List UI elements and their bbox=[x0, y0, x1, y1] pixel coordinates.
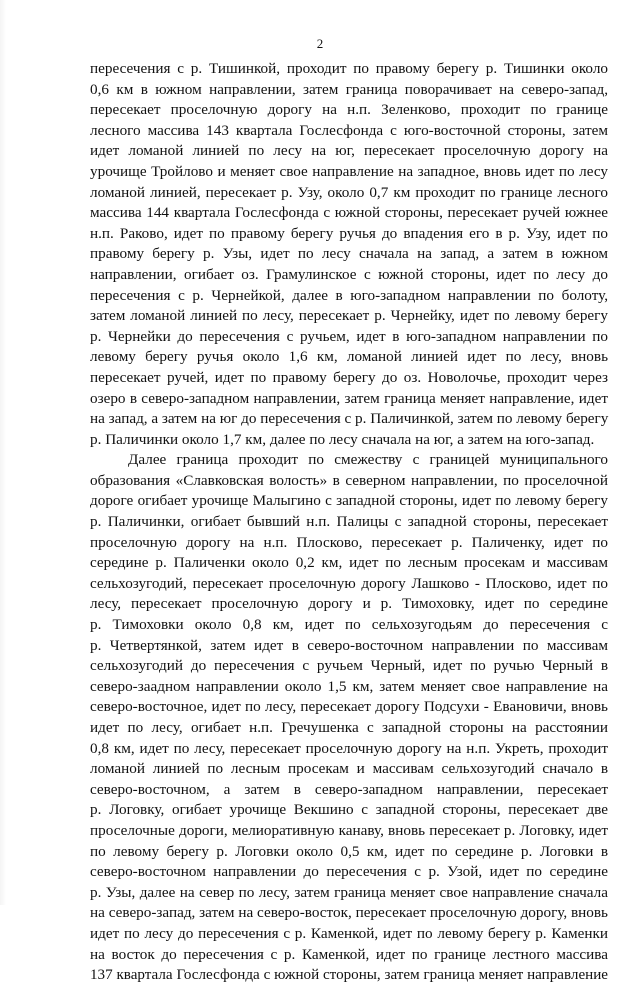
text-line: р. Паличинки, огибает бывший н.п. Палицы с западной стороны, пересекает bbox=[90, 513, 608, 531]
text-line: образования «Славковская волость» в северном направлении, по проселочной bbox=[90, 471, 608, 489]
text-line: идет по лесу, огибает н.п. Гречушенка с западной стороны на расстоянии bbox=[90, 719, 608, 736]
text-line: р. Логовку, огибает урочище Векшино с западной стороны, пересекает две bbox=[90, 801, 608, 819]
text-line: на северо-запад, затем на северо-восток, пересекает проселочную дорогу, вновь bbox=[90, 904, 608, 922]
text-line: северо-восточном, а затем в северо-западном направлении, пересекает bbox=[90, 780, 608, 798]
text-line: лесного массива 143 квартала Гослесфонда с юго-восточной стороны, затем bbox=[90, 121, 608, 139]
text-line: р. Четвертянкой, затем идет в северо-восточном направлении по массивам bbox=[90, 636, 608, 654]
text-line: массива 144 квартала Гослесфонда с южной стороны, пересекает ручей южнее bbox=[90, 204, 608, 222]
text-line: озеро в северо-западном направлении, затем граница меняет направление, идет bbox=[90, 389, 608, 407]
text-line: северо-восточном направлении до пересечения с р. Узой, идет по середине bbox=[90, 863, 608, 881]
text-line: пересекает проселочную дорогу на н.п. Зеленково, проходит по границе bbox=[90, 101, 608, 119]
text-line: ломаной линией, пересекает р. Узу, около 0,7 км проходит по границе лесного bbox=[90, 183, 608, 201]
text-line: направлении, огибает оз. Грамулинское с южной стороны, идет по лесу до bbox=[90, 265, 608, 283]
text-line: р. Тимоховки около 0,8 км, идет по сельхозугодьям до пересечения с bbox=[90, 616, 608, 634]
text-line: 0,8 км, идет по лесу, пересекает проселочную дорогу на н.п. Укреть, проходит bbox=[90, 739, 608, 757]
text-line: проселочные дороги, мелиоративную канаву, вновь пересекает р. Логовку, идет bbox=[90, 821, 608, 839]
scan-edge bbox=[0, 0, 6, 905]
text-line: р. Паличинки около 1,7 км, далее по лесу сначала на юг, а затем на юго-запад. bbox=[90, 430, 595, 448]
text-line: р. Чернейки до пересечения с ручьем, идет в юго-западном направлении по bbox=[90, 327, 608, 345]
body-text bbox=[90, 59, 608, 986]
text-line: н.п. Раково, идет по правому берегу ручья до впадения его в р. Узу, идет по bbox=[90, 224, 608, 242]
text-line: идет ломаной линией по лесу на юг, пересекает проселочную дорогу на bbox=[90, 142, 608, 160]
text-line: 137 квартала Гослесфонда с южной стороны, затем граница меняет направление bbox=[90, 967, 608, 984]
text-line: на запад, а затем на юг до пересечения с р. Паличинкой, затем по левому берегу bbox=[90, 410, 609, 428]
text-line: пересекает ручей, идет по правому берегу до оз. Новолочье, проходит через bbox=[90, 368, 608, 386]
text-line: проселочную дорогу на н.п. Плосково, пересекает р. Паличенку, идет по bbox=[90, 533, 608, 551]
text-line: лесу, пересекает проселочную дорогу и р. Тимоховку, идет по середине bbox=[90, 595, 608, 613]
text-line: середине р. Паличенки около 0,2 км, идет по лесным просекам и массивам bbox=[90, 554, 608, 572]
text-line: пересечения с р. Чернейкой, далее в юго-западном направлении по болоту, bbox=[90, 286, 608, 304]
text-line: 0,6 км в южном направлении, затем граница поворачивает на северо-запад, bbox=[90, 80, 608, 98]
text-line: дороге огибает урочище Малыгино с западной стороны, идет по левому берегу bbox=[90, 492, 608, 510]
text-line: р. Узы, далее на север по лесу, затем граница меняет свое направление сначала bbox=[90, 883, 608, 901]
text-line: Далее граница проходит по смежеству с границей муниципального bbox=[128, 451, 608, 469]
text-line: северо-восточное, идет по лесу, пересекает дорогу Подсухи - Евановичи, вновь bbox=[90, 698, 608, 716]
text-line: ломаной линией по лесным просекам и массивам сельхозугодий сначало в bbox=[90, 760, 608, 778]
text-line: идет по лесу до пересечения с р. Каменкой, идет по левому берегу р. Каменки bbox=[90, 924, 608, 942]
text-line: левому берегу ручья около 1,6 км, ломаной линией идет по лесу, вновь bbox=[90, 348, 608, 366]
text-line: урочище Тройлово и меняет свое направление на западное, вновь идет по лесу bbox=[90, 162, 608, 180]
page-number: 2 bbox=[316, 36, 324, 51]
text-line: пересечения с р. Тишинкой, проходит по правому берегу р. Тишинки около bbox=[90, 60, 608, 77]
text-line: сельхозугодий, пересекает проселочную дорогу Лашково - Плосково, идет по bbox=[90, 574, 608, 592]
text-line: сельхозугодий до пересечения с ручьем Черный, идет по ручью Черный в bbox=[90, 657, 608, 675]
text-line: северо-заадном направлении около 1,5 км, затем меняет свое направление на bbox=[90, 677, 608, 695]
text-line: на восток до пересечения с р. Каменкой, идет по границе лестного массива bbox=[90, 945, 608, 963]
text-line: по левому берегу р. Логовки около 0,5 км, идет по середине р. Логовки в bbox=[90, 842, 608, 860]
text-line: правому берегу р. Узы, идет по лесу сначала на запад, а затем в южном bbox=[90, 245, 608, 263]
text-line: затем ломаной линией по лесу, пересекает р. Чернейку, идет по левому берегу bbox=[90, 307, 608, 325]
